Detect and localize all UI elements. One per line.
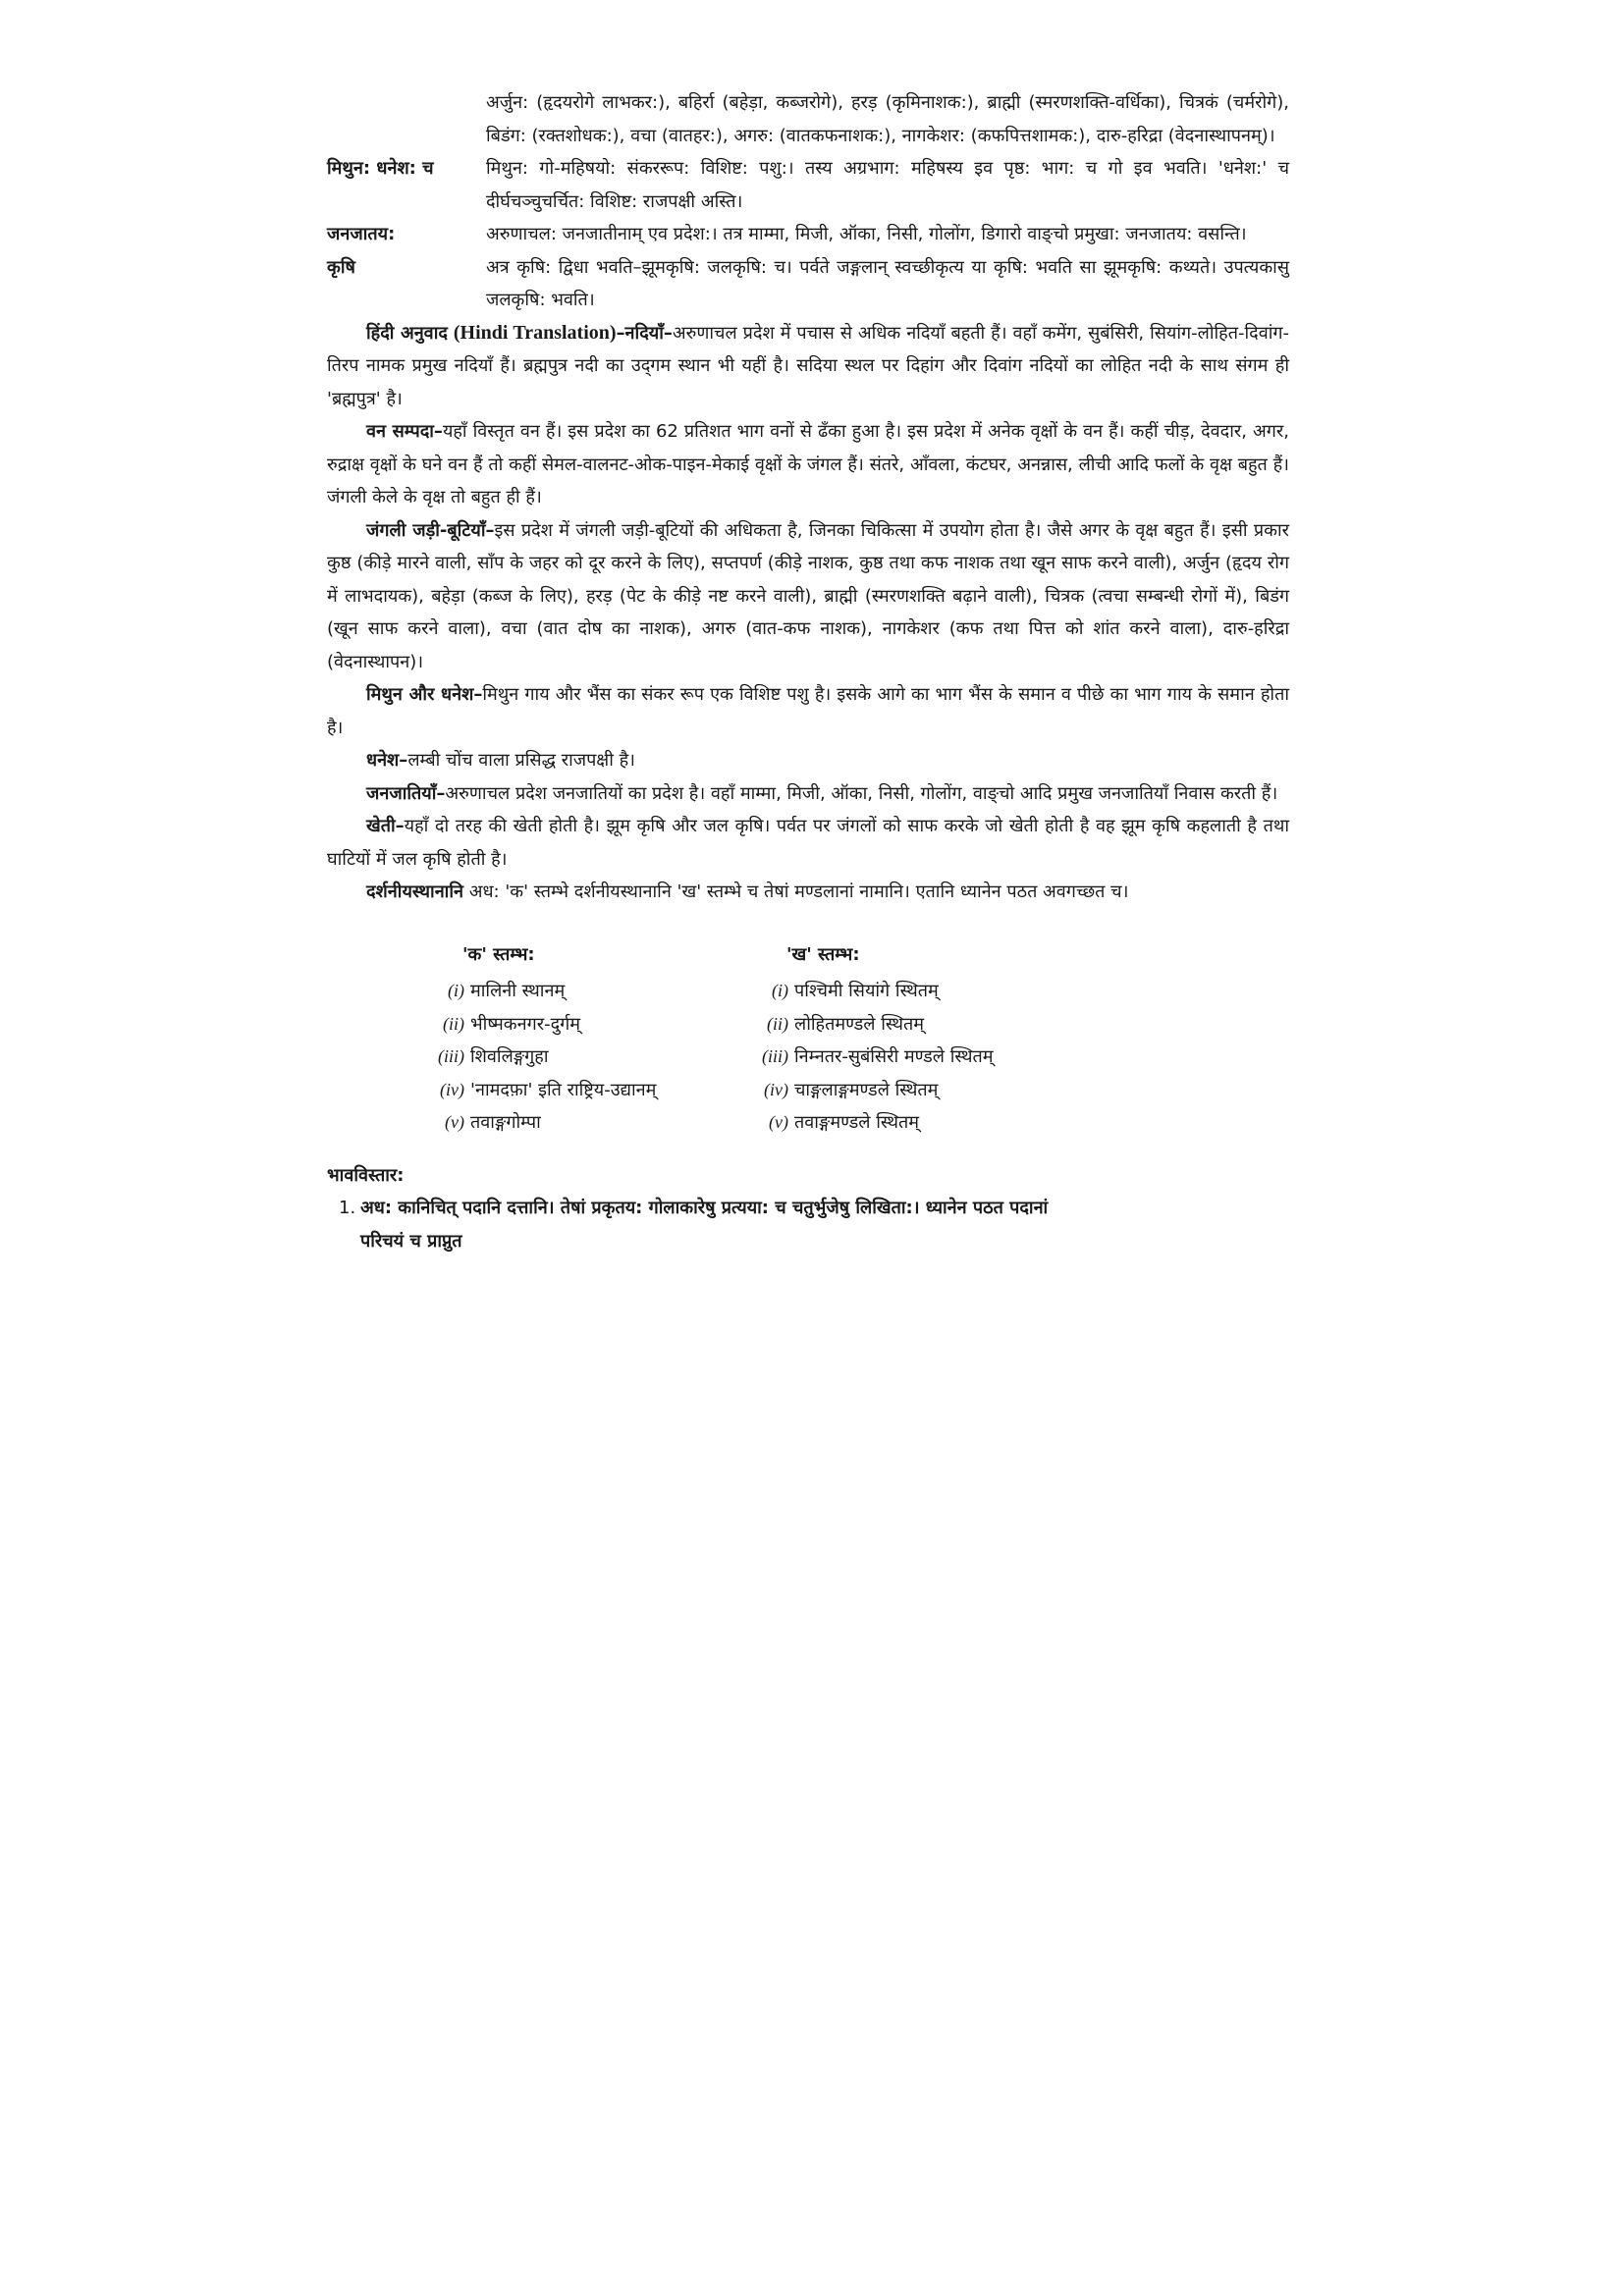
row-number: (i) xyxy=(772,981,788,1000)
table-row xyxy=(749,1074,1073,1107)
table-row xyxy=(425,1008,749,1041)
paragraph-text: लम्बी चोंच वाला प्रसिद्ध राजपक्षी है। xyxy=(407,750,635,771)
paragraph-heading: वन सम्पदा– xyxy=(366,421,443,442)
table-row xyxy=(749,1008,1073,1041)
place-name: भीष्मकनगर-दुर्गम् xyxy=(470,1013,581,1035)
row-number: (ii) xyxy=(443,1013,464,1034)
table-row xyxy=(749,1106,1073,1140)
row-number: (v) xyxy=(769,1112,788,1132)
exercise-item-continued xyxy=(327,1225,1289,1258)
table-row xyxy=(749,1041,1073,1074)
translation-paragraph-herbs xyxy=(327,514,1289,679)
glossary-label: मिथुन: धनेश: च xyxy=(327,158,434,179)
glossary-label xyxy=(327,86,486,152)
paragraph-heading: जनजातियाँ– xyxy=(366,782,446,804)
paragraph-heading: दर्शनीयस्थानानि xyxy=(366,881,463,902)
table-row xyxy=(425,1074,749,1107)
paragraph-text: अरुणाचल प्रदेश में पचास से अधिक नदियाँ बहती हैं। वहाँ कमेंग, सुबंसिरी, सियांग-लोहित-दिवांग-तिरप नामक प्रमुख नदियाँ हैं। ब्रह्मपुत्र नदी का उद्‌गम स्थान भी यहीं है। सदिया स्थल पर दिहांग और दिवांग नदियों का लोहित नदी के साथ संगम ही 'ब्रह्मपुत्र' है। xyxy=(327,322,1289,409)
paragraph-heading: जंगली जड़ी-बूटियाँ– xyxy=(366,519,495,541)
table-row xyxy=(425,1106,749,1140)
district-name: लोहितमण्डले स्थितम् xyxy=(794,1013,925,1035)
table-row xyxy=(425,1041,749,1074)
glossary-row-herbs xyxy=(327,86,1289,152)
column-a xyxy=(425,938,749,1140)
row-number: (iii) xyxy=(438,1046,464,1066)
paragraph-text: अध: 'क' स्तम्भे दर्शनीयस्थानानि 'ख' स्तम्भे च तेषां मण्डलानां नामानि। एतानि ध्यानेन पठत अवगच्छत च। xyxy=(463,881,1129,902)
paragraph-text: यहाँ विस्तृत वन हैं। इस प्रदेश का 62 प्रतिशत भाग वनों से ढँका हुआ है। इस प्रदेश में अनेक वृक्षों के वन हैं। कहीं चीड़, देवदार, अगर, रुद्राक्ष वृक्षों के घने वन हैं तो कहीं सेमल-वालनट-ओक-पाइन-मेकाई वृक्षों के जंगल हैं। संतरे, आँवला, कंटघर, अनन्नास, लीची आदि फलों के वृक्ष बहुत हैं। जंगली केले के वृक्ष तो बहुत ही हैं। xyxy=(327,421,1289,507)
translation-heading-en: (Hindi Translation) xyxy=(453,321,617,344)
row-number: (iv) xyxy=(440,1079,464,1099)
paragraph-text: मिथुन गाय और भैंस का संकर रूप एक विशिष्ट पशु है। इसके आगे का भाग भैंस के समान व पीछे का भाग गाय के समान होता है। xyxy=(327,684,1289,738)
row-number: (ii) xyxy=(767,1013,788,1034)
table-row xyxy=(749,975,1073,1008)
item-text-continued: परिचयं च प्राप्नुत xyxy=(360,1230,462,1252)
row-number: (iv) xyxy=(764,1079,788,1099)
place-name: 'नामदफ़ा' इति राष्ट्रिय-उद्यानम् xyxy=(470,1079,657,1100)
exercise-item xyxy=(327,1192,1289,1225)
translation-paragraph-tribes xyxy=(327,777,1289,811)
row-number: (iii) xyxy=(762,1046,788,1066)
district-name: चाङ्गलाङ्गमण्डले स्थितम् xyxy=(794,1079,939,1100)
translation-paragraph-hornbill xyxy=(327,744,1289,777)
matching-table xyxy=(425,938,1289,1140)
district-name: तवाङ्गमण्डले स्थितम् xyxy=(794,1112,920,1133)
translation-paragraph-farming xyxy=(327,810,1289,876)
place-name: शिवलिङ्गगुहा xyxy=(470,1046,549,1067)
place-name: मालिनी स्थानम् xyxy=(470,981,566,1001)
table-row xyxy=(425,975,749,1008)
column-a-heading: 'क' स्तम्भ: xyxy=(462,943,535,965)
paragraph-heading: –नदियाँ– xyxy=(616,322,673,344)
glossary-text: अरुणाचल: जनजातीनाम् एव प्रदेश:। तत्र माम्मा, मिजी, ऑका, निसी, गोलोंग, डिगारो वाङ्चो प्रमुखा: जनजातय: वसन्ति। xyxy=(486,224,1247,244)
glossary-text: मिथुन: गो-महिषयो: संकररूप: विशिष्ट: पशु:। तस्य अग्रभाग: महिषस्य इव पृष्ठ: भाग: च गो इव भवति। 'धनेश:' च दीर्घचञ्चुचर्चित: विशिष्ट: राजपक्षी अस्ति। xyxy=(486,158,1289,212)
row-number: (v) xyxy=(445,1112,464,1132)
bhavavistar-title: भावविस्तार: xyxy=(327,1164,405,1186)
glossary-label: जनजातय: xyxy=(327,224,396,244)
glossary-row-tribes xyxy=(327,218,1289,251)
district-name: पश्चिमी सियांगे स्थितम् xyxy=(794,981,939,1001)
translation-paragraph-rivers xyxy=(327,317,1289,416)
glossary-row-mithun xyxy=(327,152,1289,218)
place-name: तवाङ्गगोम्पा xyxy=(470,1112,541,1133)
paragraph-heading: धनेश– xyxy=(366,750,408,771)
glossary-label: कृषि xyxy=(327,256,355,278)
glossary-row-agriculture xyxy=(327,251,1289,317)
translation-paragraph-forest xyxy=(327,415,1289,514)
row-number: (i) xyxy=(448,981,464,1000)
sightseeing-intro xyxy=(327,876,1289,909)
column-b-heading: 'ख' स्तम्भ: xyxy=(786,943,860,965)
glossary-text: अर्जुन: (हृदयरोगे लाभकर:), बहिर्रा (बहेड़ा, कब्जरोगे), हरड़ (कृमिनाशक:), ब्राह्मी (स्मरणशक्ति-वर्धिका), चित्रकं (चर्मरोगे), बिडंग: (रक्तशोधक:), वचा (वातहर:), अगरु: (वातकफनाशक:), नागकेशर: (कफपित्तशामक:), दारु-हरिद्रा (वेदनास्थापनम्)। xyxy=(486,92,1289,146)
translation-heading: हिंदी अनुवाद xyxy=(366,322,448,344)
paragraph-text: अरुणाचल प्रदेश जनजातियों का प्रदेश है। वहाँ माम्मा, मिजी, ऑका, निसी, गोलोंग, वाङ्चो आदि प्रमुख जनजातियाँ निवास करती हैं। xyxy=(445,782,1278,804)
paragraph-text: इस प्रदेश में जंगली जड़ी-बूटियों की अधिकता है, जिनका चिकित्सा में उपयोग होता है। जैसे अगर के वृक्ष बहुत हैं। इसी प्रकार कुष्ठ (कीड़े मारने वाली, साँप के जहर को दूर करने के लिए), सप्तपर्ण (कीड़े नाशक, कुष्ठ तथा कफ नाशक तथा खून साफ करने वाली), अर्जुन (हृदय रोग में लाभदायक), बहेड़ा (कब्ज के लिए), हरड़ (पेट के कीड़े नष्ट करने वाली), ब्राह्मी (स्मरणशक्ति बढ़ाने वाली), चित्रक (त्वचा सम्बन्धी रोगों में), बिडंग (खून साफ करने वाला), वचा (वात दोष का नाशक), अगरु (वात-कफ नाशक), नागकेशर (कफ तथा पित्त को शांत करने वाला), दारु-हरिद्रा (वेदनास्थापन)। xyxy=(327,519,1289,672)
document-page xyxy=(327,86,1289,1257)
column-b xyxy=(749,938,1073,1140)
paragraph-text: यहाँ दो तरह की खेती होती है। झूम कृषि और जल कृषि। पर्वत पर जंगलों को साफ करके जो खेती होती है वह झूम कृषि कहलाती है तथा घाटियों में जल कृषि होती है। xyxy=(327,816,1289,870)
translation-paragraph-mithun xyxy=(327,678,1289,744)
paragraph-heading: मिथुन और धनेश– xyxy=(366,684,483,705)
item-text: अध: कानिचित् पदानि दत्तानि। तेषां प्रकृतय: गोलाकारेषु प्रत्यया: च चतुर्भुजेषु लिखिता:। ध्यानेन पठत पदानां xyxy=(360,1198,1049,1218)
glossary-text: अत्र कृषि: द्विधा भवति–झूमकृषि: जलकृषि: च। पर्वते जङ्गलान् स्वच्छीकृत्य या कृषि: भवति सा झूमकृषि: कथ्यते। उपत्यकासु जलकृषि: भवति। xyxy=(486,256,1289,310)
district-name: निम्नतर-सुबंसिरी मण्डले स्थितम् xyxy=(794,1046,994,1067)
item-number: 1. xyxy=(339,1198,356,1218)
paragraph-heading: खेती– xyxy=(366,816,405,836)
